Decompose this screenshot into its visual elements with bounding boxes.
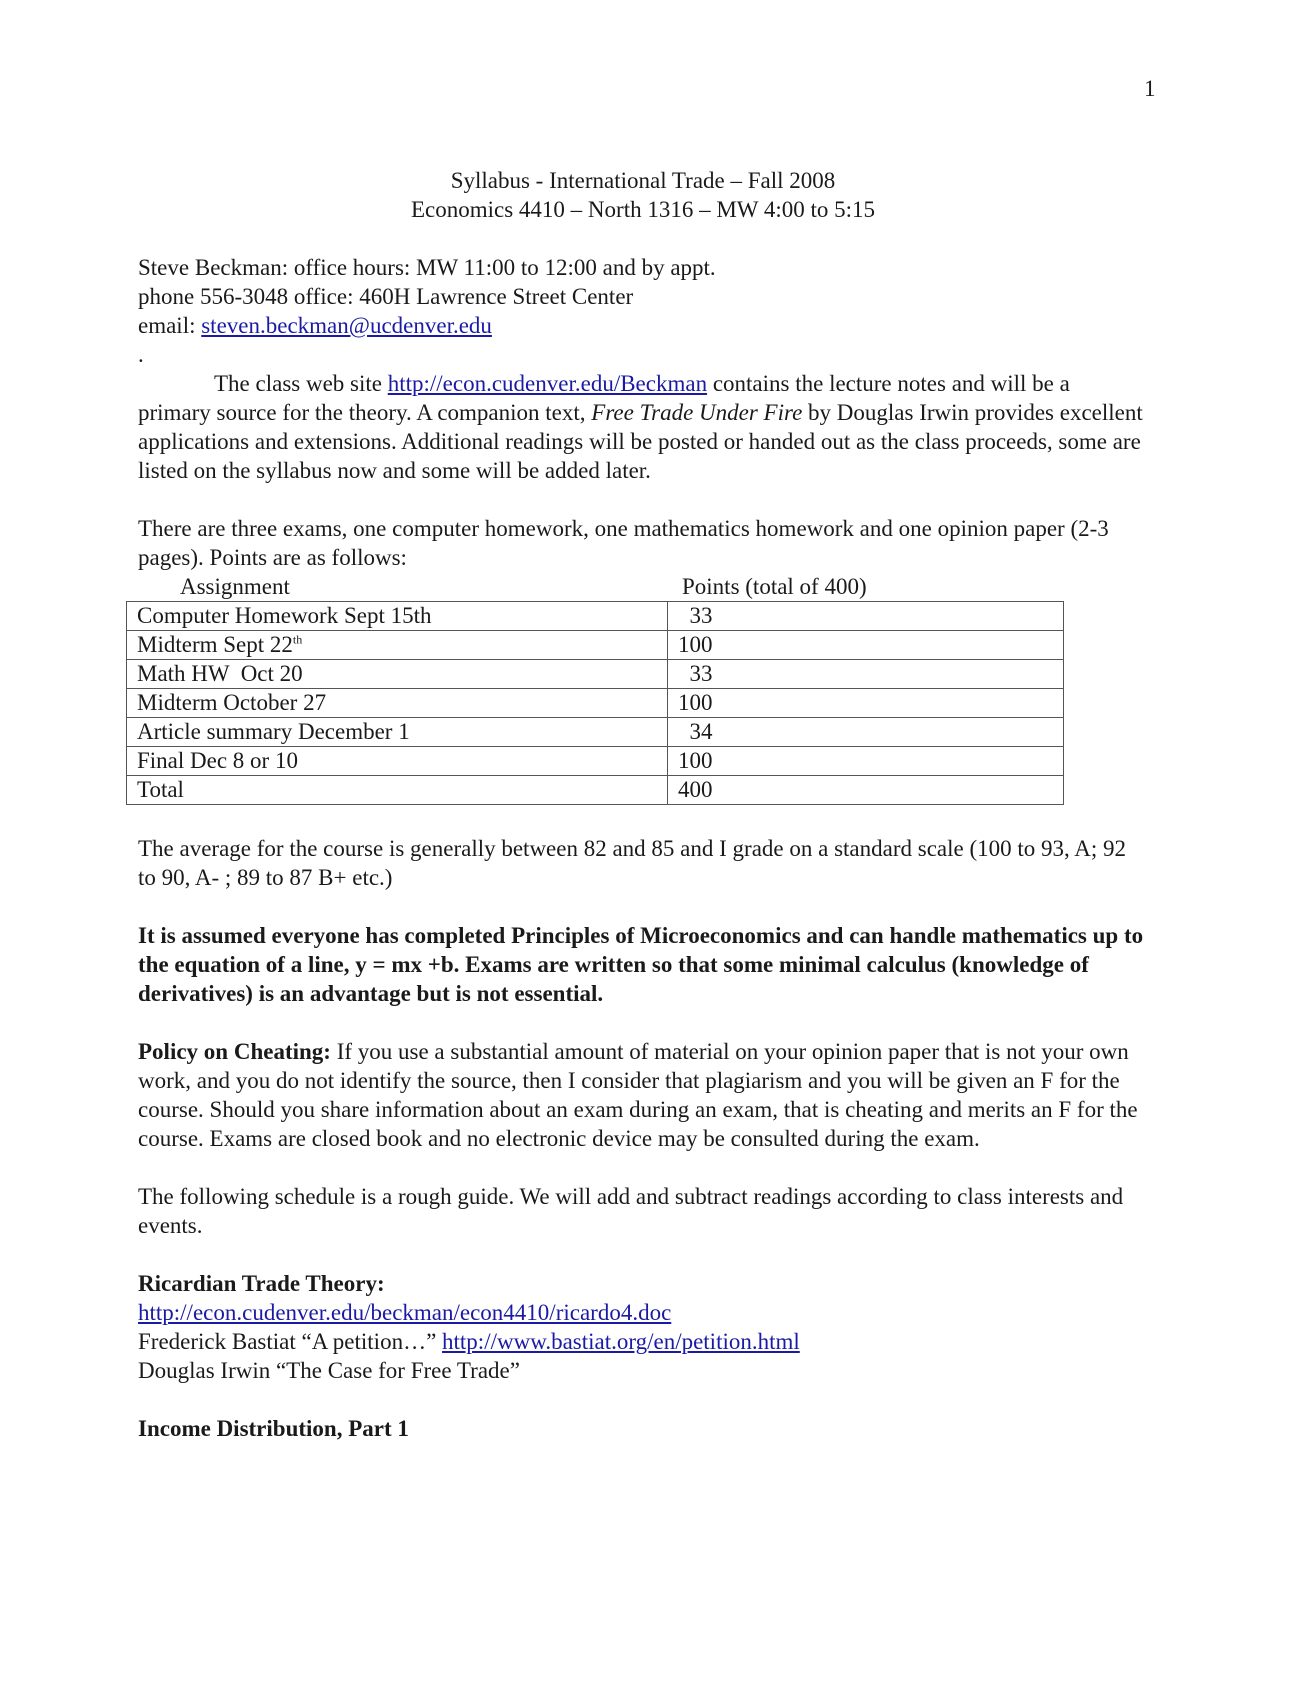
assignment-header: Assignment [180, 574, 290, 599]
points-table-header [138, 572, 1148, 601]
assignment-cell: Midterm October 27 [127, 689, 668, 718]
superscript: th [292, 632, 303, 647]
phone-office: phone 556-3048 office: 460H Lawrence Street Center [138, 284, 634, 309]
document-body [138, 166, 1148, 1443]
bastiat-text: Frederick Bastiat “A petition…” [138, 1329, 443, 1354]
table-row [127, 776, 1064, 805]
intro-paragraph [138, 369, 1148, 485]
assignment-cell: Computer Homework Sept 15th [127, 602, 668, 631]
table-row [127, 631, 1064, 660]
table-row [127, 747, 1064, 776]
points-cell: 33 [668, 602, 1064, 631]
cheating-policy-label: Policy on Cheating: [138, 1039, 331, 1064]
intro-text-b: contains the lecture notes and will be a primary source for the theory. A companion text, [138, 371, 1070, 425]
assignment-text: Midterm Sept 22 [137, 632, 293, 657]
points-cell: 100 [668, 747, 1064, 776]
assignment-cell: Article summary December 1 [127, 718, 668, 747]
assignment-cell: Total [127, 776, 668, 805]
points-cell: 34 [668, 718, 1064, 747]
points-cell: 100 [668, 631, 1064, 660]
email-line [138, 311, 1148, 340]
class-website-link[interactable]: http://econ.cudenver.edu/Beckman [387, 371, 708, 396]
course-info: Economics 4410 – North 1316 – MW 4:00 to 5:15 [410, 197, 876, 222]
stray-dot: . [138, 342, 144, 367]
prerequisite-paragraph: It is assumed everyone has completed Principles of Microeconomics and can handle mathematics up to the equation of a line, y = mx +b. Exams are written so that some minimal calculus (knowledge of derivatives) is an advantage but is not essential. [138, 923, 1144, 1006]
page-title: Syllabus - International Trade – Fall 2008 [450, 168, 836, 193]
table-row [127, 689, 1064, 718]
points-cell: 33 [668, 660, 1064, 689]
section-heading-ricardian: Ricardian Trade Theory: [138, 1271, 385, 1296]
points-cell: 400 [668, 776, 1064, 805]
ricardo-link[interactable]: http://econ.cudenver.edu/beckman/econ4410/ricardo4.doc [138, 1300, 672, 1325]
book-title: Free Trade Under Fire [591, 400, 803, 425]
points-cell: 100 [668, 689, 1064, 718]
contact-block [138, 253, 1148, 369]
office-hours: Steve Beckman: office hours: MW 11:00 to 12:00 and by appt. [138, 255, 716, 280]
page-number: 1 [1144, 76, 1156, 101]
exams-intro: There are three exams, one computer homework, one mathematics homework and one opinion paper (2-3 pages). Points are as follows: [138, 516, 1109, 570]
points-table [126, 601, 1064, 805]
email-label: email: [138, 313, 202, 338]
points-header: Points (total of 400) [682, 574, 867, 599]
section-heading-income: Income Distribution, Part 1 [138, 1416, 409, 1441]
table-row [127, 602, 1064, 631]
table-row [127, 718, 1064, 747]
reading-item: Douglas Irwin “The Case for Free Trade” [138, 1358, 520, 1383]
email-link[interactable]: steven.beckman@ucdenver.edu [201, 313, 492, 338]
schedule-intro: The following schedule is a rough guide. We will add and subtract readings according to class interests and events. [138, 1184, 1124, 1238]
reading-item [138, 1298, 1148, 1327]
title-block [138, 166, 1148, 224]
table-row [127, 660, 1064, 689]
assignment-cell: Math HW Oct 20 [127, 660, 668, 689]
intro-text-c: by Douglas Irwin provides excellent applications and extensions. Additional readings will be posted or handed out as the class proceeds, some are listed on the syllabus now and some will be added later. [138, 400, 1143, 483]
cheating-policy-text: If you use a substantial amount of material on your opinion paper that is not your own work, and you do not identify the source, then I consider that plagiarism and you will be given an F for the course. Should you share information about an exam during an exam, that is cheating and merits an F for the course. Exams are closed book and no electronic device may be consulted during the exam. [138, 1039, 1138, 1151]
intro-text-a: The class web site [214, 371, 388, 396]
assignment-cell: Final Dec 8 or 10 [127, 747, 668, 776]
assignment-cell [127, 631, 668, 660]
cheating-policy-paragraph [138, 1037, 1148, 1153]
bastiat-link[interactable]: http://www.bastiat.org/en/petition.html [442, 1329, 800, 1354]
reading-item [138, 1327, 1148, 1356]
grade-average-paragraph: The average for the course is generally between 82 and 85 and I grade on a standard scale (100 to 93, A; 92 to 90, A- ; 89 to 87 B+ etc.) [138, 836, 1127, 890]
